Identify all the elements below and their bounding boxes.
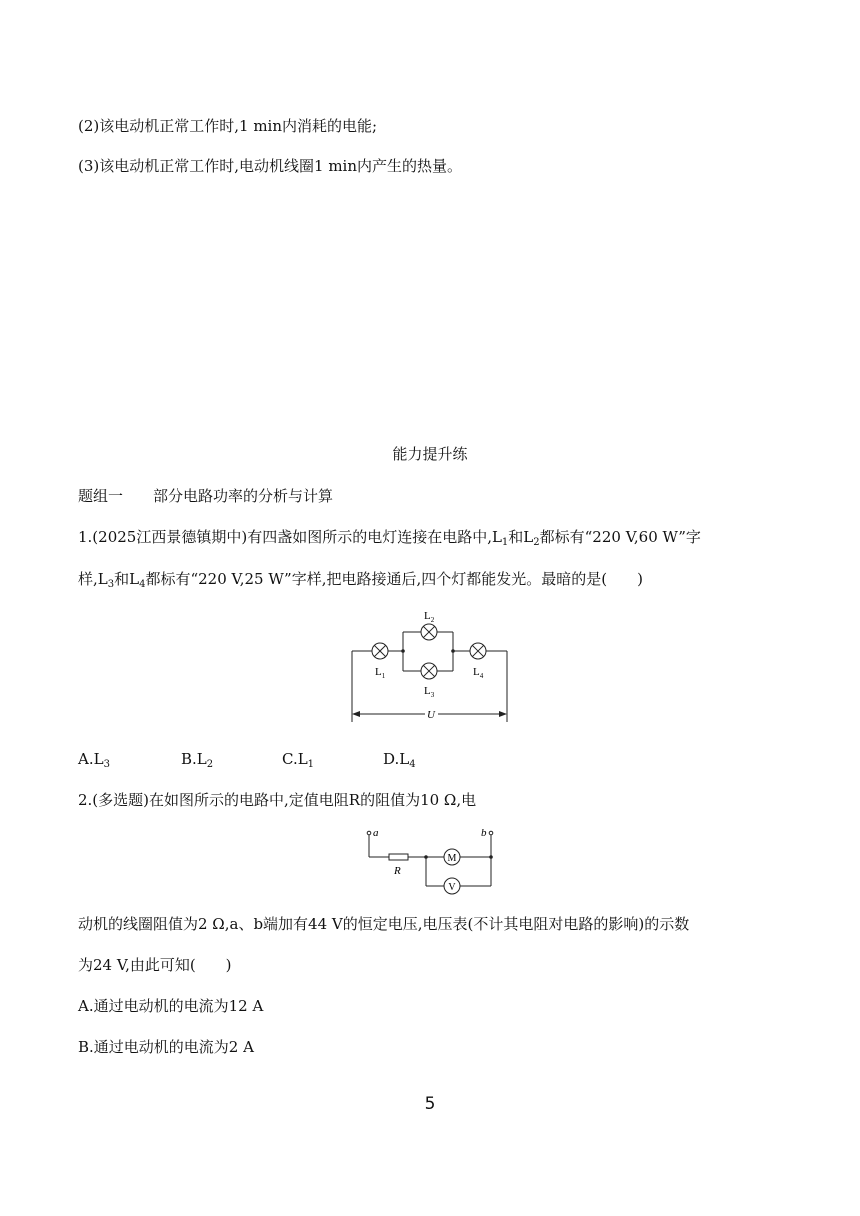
- label-a: a: [373, 827, 379, 839]
- label-L2: $L_2$: [424, 610, 435, 624]
- problem-2-circuit-diagram: [362, 824, 502, 894]
- problem-2-option-A: A.通过电动机的电流为12 A: [78, 997, 264, 1015]
- choice-D: $D.L_4$: [383, 750, 416, 770]
- label-U: U: [427, 709, 435, 721]
- lamp-L1-icon: [372, 643, 388, 659]
- label-L1: $L_1$: [375, 666, 386, 680]
- voltmeter-icon: V: [448, 882, 456, 893]
- problem-2-line-3: 为24 V,由此可知( ): [78, 956, 232, 974]
- label-L4: $L_4$: [473, 666, 484, 680]
- sub-question-2: (2)该电动机正常工作时,1 min内消耗的电能;: [78, 117, 378, 135]
- label-L3: $L_3$: [424, 685, 435, 699]
- lamp-L2-icon: [421, 624, 437, 640]
- choice-B: $B.L_2$: [181, 750, 214, 770]
- section-title: 能力提升练: [392, 445, 468, 463]
- choice-C: $C.L_1$: [282, 750, 315, 770]
- problem-2-option-B: B.通过电动机的电流为2 A: [78, 1038, 254, 1056]
- label-b: b: [481, 827, 487, 839]
- lamp-L4-icon: [470, 643, 486, 659]
- problem-1-line-1: 1.(2025江西景德镇期中)有四盏如图所示的电灯连接在电路中$,L_1$和$L_2$都标有“220 V,60 W”字: [78, 528, 701, 548]
- label-R: R: [394, 865, 401, 877]
- choice-A: $A.L_3$: [78, 750, 110, 770]
- page-number: 5: [424, 1094, 436, 1114]
- problem-2-line-1: 2.(多选题)在如图所示的电路中,定值电阻R的阻值为10 Ω,电: [78, 791, 477, 809]
- problem-2-line-2: 动机的线圈阻值为2 Ω,a、b端加有44 V的恒定电压,电压表(不计其电阻对电路的影响)的示数: [78, 915, 690, 933]
- group-title: 题组一 部分电路功率的分析与计算: [78, 487, 334, 505]
- problem-1-line-2: 样$,L_3$和$L_4$都标有“220 V,25 W”字样,把电路接通后,四个灯都能发光。最暗的是( ): [78, 570, 643, 590]
- sub-question-3: (3)该电动机正常工作时,电动机线圈1 min内产生的热量。: [78, 157, 463, 175]
- motor-icon: M: [447, 853, 457, 864]
- problem-1-circuit-diagram: [345, 605, 545, 725]
- lamp-L3-icon: [421, 663, 437, 679]
